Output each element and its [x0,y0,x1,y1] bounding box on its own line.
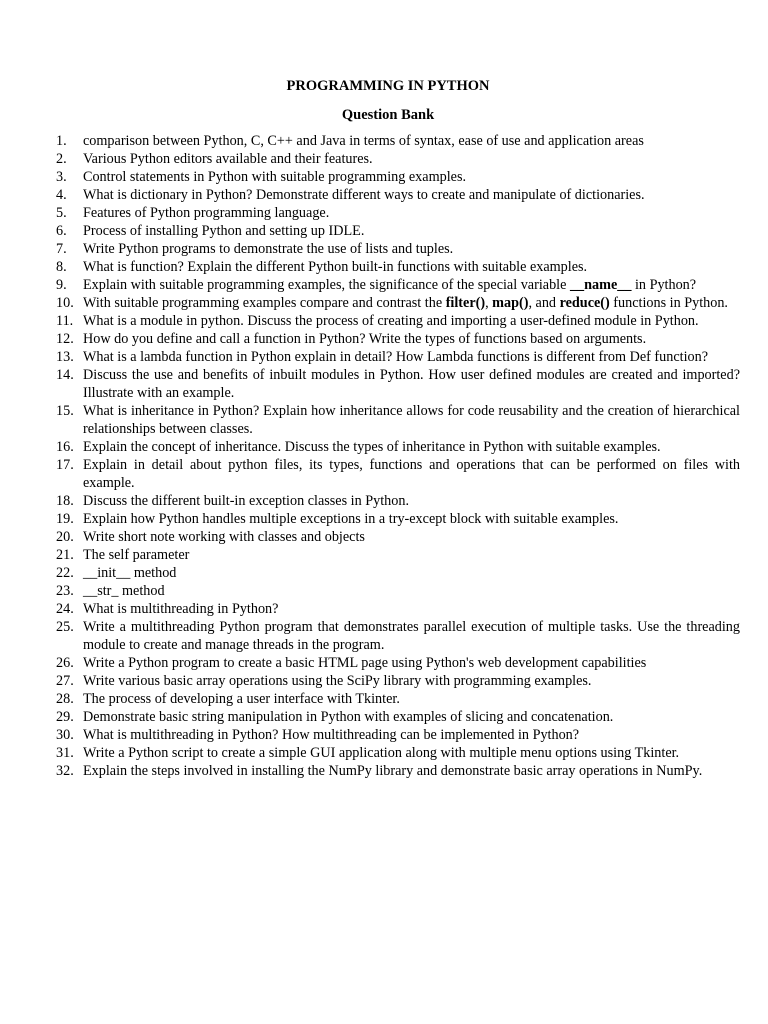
question-item [56,168,740,186]
question-item [56,564,740,582]
question-item [56,438,740,456]
question-text: __init__ method [83,565,177,581]
question-text: Explain how Python handles multiple exceptions in a try-except block with suitable examples. [83,511,619,527]
question-number: 31. [56,745,74,761]
question-number: 21. [56,547,74,563]
question-text: , and [528,295,560,311]
question-number: 24. [56,601,74,617]
question-number: 18. [56,493,74,509]
question-number: 29. [56,709,74,725]
question-number: 3. [56,169,67,185]
question-item [56,348,740,366]
question-text: Write a multithreading Python program that demonstrates parallel execution of multiple tasks. Use the threading module to create and manage threads in the program. [83,619,740,653]
question-item [56,726,740,744]
question-number: 6. [56,223,67,239]
question-text: Write various basic array operations using the SciPy library with programming examples. [83,673,592,689]
question-item [56,744,740,762]
question-text: Explain with suitable programming examples, the significance of the special variable [83,277,570,293]
question-number: 25. [56,619,74,635]
question-text: , [485,295,493,311]
question-text: functions in Python. [609,295,728,311]
question-number: 20. [56,529,74,545]
question-item [56,240,740,258]
question-text: Write short note working with classes and objects [83,529,365,545]
question-item [56,600,740,618]
question-item [56,690,740,708]
question-text: What is multithreading in Python? How multithreading can be implemented in Python? [83,727,580,743]
question-text: What is a module in python. Discuss the process of creating and importing a user-defined module in Python. [83,313,699,329]
question-item [56,312,740,330]
document-subtitle: Question Bank [341,107,435,123]
question-text: __str_ method [83,583,165,599]
question-text: Various Python editors available and their features. [83,151,373,167]
question-item [56,330,740,348]
question-item [56,294,740,312]
question-text: Features of Python programming language. [83,205,330,221]
question-text: With suitable programming examples compare and contrast the [83,295,446,311]
question-text: The process of developing a user interface with Tkinter. [83,691,400,707]
question-item [56,222,740,240]
question-number: 11. [56,313,74,329]
question-number: 9. [56,277,67,293]
question-item [56,402,740,438]
question-number: 22. [56,565,74,581]
question-text-bold: map() [492,295,529,311]
question-number: 16. [56,439,74,455]
question-number: 30. [56,727,74,743]
question-text: Discuss the use and benefits of inbuilt modules in Python. How user defined modules are created and imported? Illustrate with an example. [83,367,740,401]
question-number: 32. [56,763,74,779]
question-item [56,492,740,510]
question-item [56,546,740,564]
question-item [56,708,740,726]
question-item [56,276,740,294]
question-item [56,204,740,222]
question-text: Explain in detail about python files, its types, functions and operations that can be performed on files with example. [83,457,740,491]
question-number: 4. [56,187,67,203]
question-text: in Python? [631,277,697,293]
question-item [56,510,740,528]
question-text: Demonstrate basic string manipulation in Python with examples of slicing and concatenation. [83,709,614,725]
question-number: 2. [56,151,67,167]
question-text: The self parameter [83,547,190,563]
question-number: 5. [56,205,67,221]
question-number: 12. [56,331,74,347]
question-item [56,132,740,150]
question-number: 23. [56,583,74,599]
question-text: Explain the steps involved in installing the NumPy library and demonstrate basic array operations in NumPy. [83,763,703,779]
question-item [56,150,740,168]
question-number: 7. [56,241,67,257]
question-text: Discuss the different built-in exception classes in Python. [83,493,409,509]
question-text: Control statements in Python with suitable programming examples. [83,169,467,185]
question-item [56,672,740,690]
question-item [56,762,740,780]
question-item [56,456,740,492]
question-item [56,366,740,402]
question-text: What is function? Explain the different Python built-in functions with suitable examples. [83,259,588,275]
question-number: 8. [56,259,67,275]
question-number: 17. [56,457,74,473]
question-list [56,132,740,780]
question-text: What is multithreading in Python? [83,601,279,617]
question-number: 13. [56,349,74,365]
question-number: 15. [56,403,74,419]
question-item [56,582,740,600]
question-item [56,618,740,654]
question-text: Process of installing Python and setting up IDLE. [83,223,365,239]
question-text: Write a Python script to create a simple GUI application along with multiple menu options using Tkinter. [83,745,680,761]
question-text-bold: filter() [445,295,486,311]
question-text: What is inheritance in Python? Explain how inheritance allows for code reusability and the creation of hierarchical relationships between classes. [83,403,740,437]
question-number: 19. [56,511,74,527]
question-text: How do you define and call a function in Python? Write the types of functions based on arguments. [83,331,647,347]
question-number: 14. [56,367,74,383]
question-text-bold: reduce() [559,295,610,311]
question-text: Write Python programs to demonstrate the use of lists and tuples. [83,241,454,257]
document-title: PROGRAMMING IN PYTHON [286,78,490,94]
question-text-bold: __name__ [569,277,632,293]
question-number: 27. [56,673,74,689]
question-item [56,258,740,276]
question-item [56,528,740,546]
question-text: What is a lambda function in Python explain in detail? How Lambda functions is different from Def function? [83,349,709,365]
question-text: What is dictionary in Python? Demonstrate different ways to create and manipulate of dictionaries. [83,187,645,203]
question-text: Explain the concept of inheritance. Discuss the types of inheritance in Python with suitable examples. [83,439,661,455]
question-text: Write a Python program to create a basic HTML page using Python's web development capabilities [83,655,647,671]
question-number: 1. [56,133,67,149]
question-number: 28. [56,691,74,707]
question-number: 10. [56,295,74,311]
question-item [56,654,740,672]
question-number: 26. [56,655,74,671]
question-item [56,186,740,204]
question-text: comparison between Python, C, C++ and Java in terms of syntax, ease of use and application areas [83,133,644,149]
